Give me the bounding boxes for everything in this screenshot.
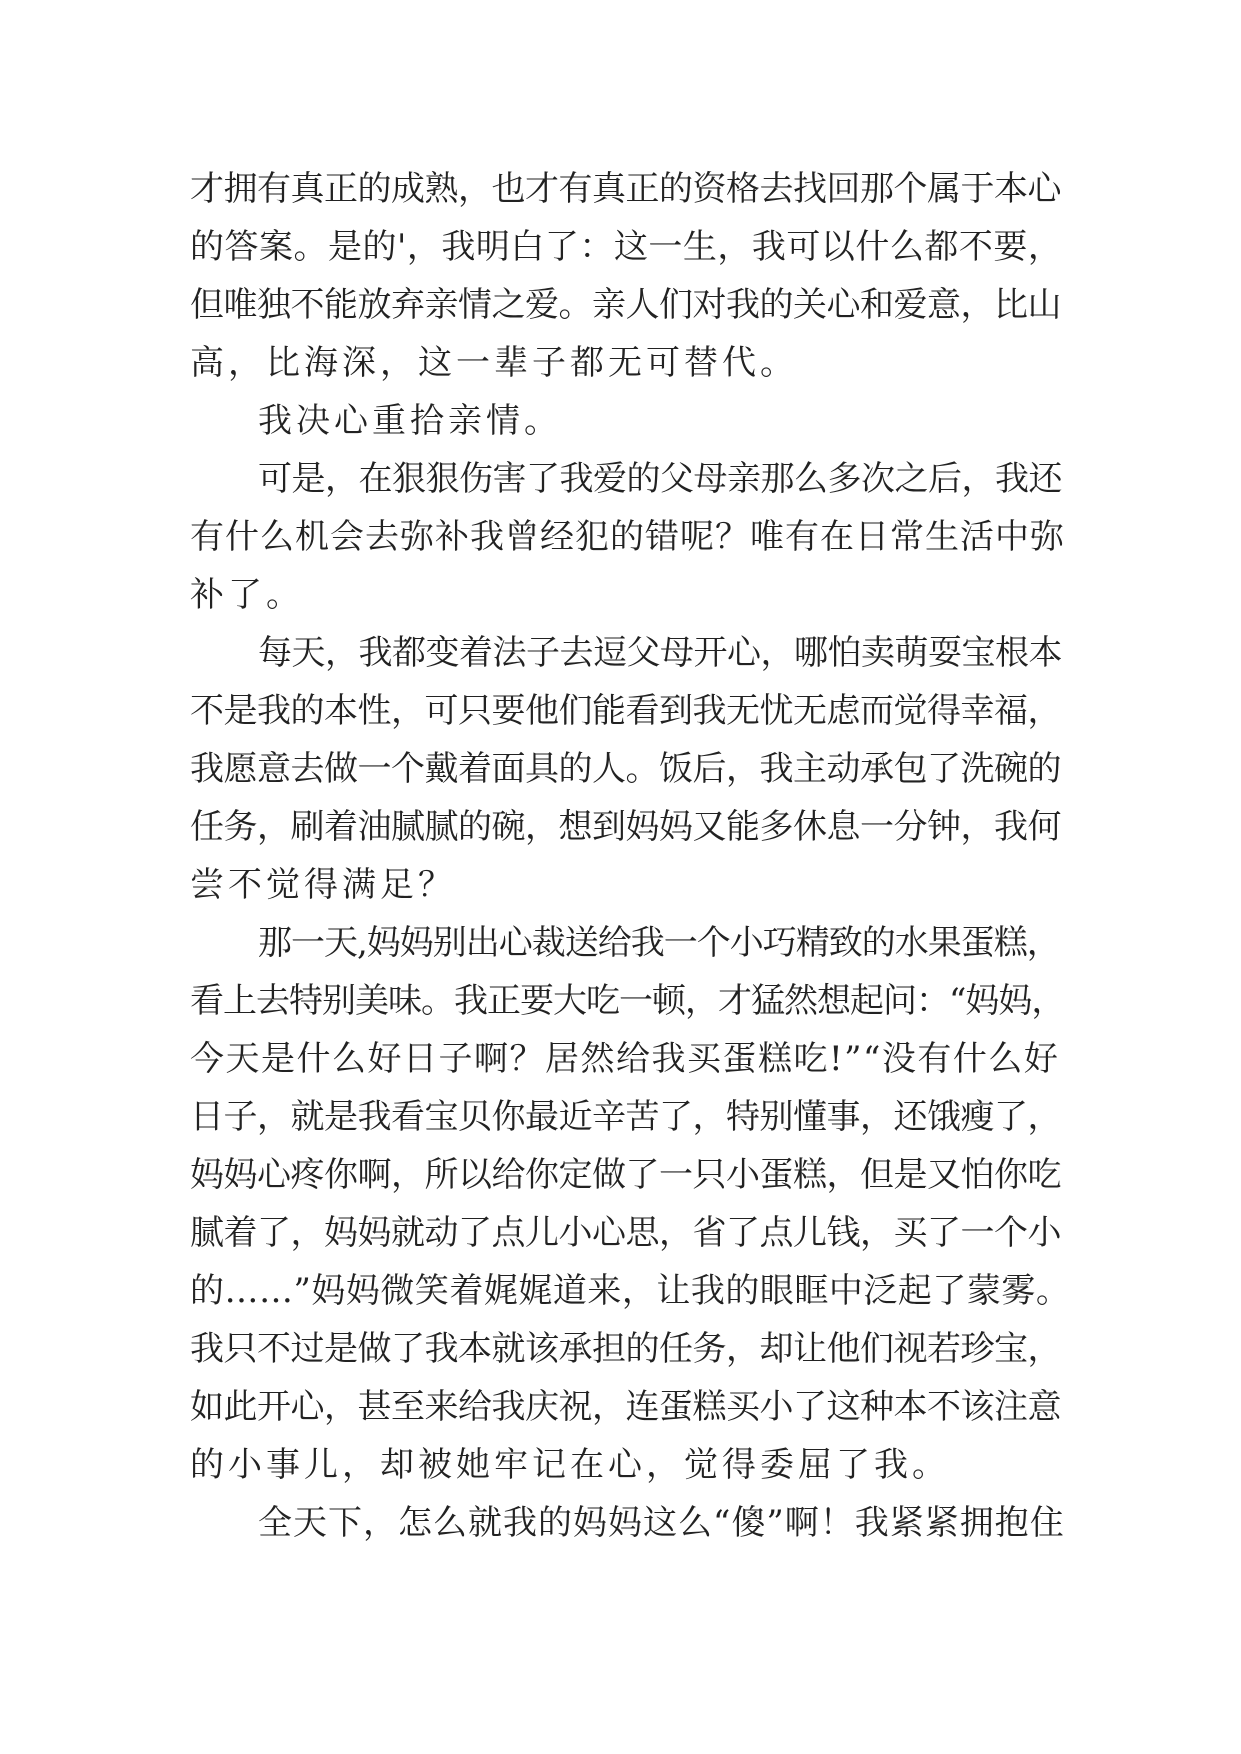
text-line: 任务，刷着油腻腻的碗，想到妈妈又能多休息一分钟，我何 <box>190 807 1061 847</box>
text-line: 有什么机会去弥补我曾经犯的错呢？唯有在日常生活中弥 <box>190 517 1065 557</box>
body-text <box>190 160 1070 1552</box>
text-line: 的答案。是的'，我明白了：这一生，我可以什么都不要， <box>190 227 1063 267</box>
text-line: 如此开心，甚至来给我庆祝，连蛋糕买小了这种本不该注意 <box>190 1387 1061 1427</box>
text-line: 的小事儿，却被她牢记在心，觉得委屈了我。 <box>190 1445 950 1485</box>
text-line: 才拥有真正的成熟，也才有真正的资格去找回那个属于本心 <box>190 169 1061 209</box>
text-line: 的……”妈妈微笑着娓娓道来，让我的眼眶中泛起了蒙雾。 <box>190 1271 1071 1311</box>
text-line: 妈妈心疼你啊，所以给你定做了一只小蛋糕，但是又怕你吃 <box>190 1155 1061 1195</box>
text-line: 但唯独不能放弃亲情之爱。亲人们对我的关心和爱意，比山 <box>190 285 1061 325</box>
text-line: 每天，我都变着法子去逗父母开心，哪怕卖萌耍宝根本 <box>258 633 1062 673</box>
text-line: 日子，就是我看宝贝你最近辛苦了，特别懂事，还饿瘦了， <box>190 1097 1061 1137</box>
text-line: 我愿意去做一个戴着面具的人。饭后，我主动承包了洗碗的 <box>190 749 1061 789</box>
text-line: 可是，在狠狠伤害了我爱的父母亲那么多次之后，我还 <box>258 459 1062 499</box>
text-line: 我只不过是做了我本就该承担的任务，却让他们视若珍宝， <box>190 1329 1061 1369</box>
text-line: 腻着了，妈妈就动了点儿小心思，省了点儿钱，买了一个小 <box>190 1213 1061 1253</box>
text-line: 看上去特别美味。我正要大吃一顿，才猛然想起问：“妈妈， <box>190 981 1065 1021</box>
text-line: 今天是什么好日子啊？居然给我买蛋糕吃!”“没有什么好 <box>190 1039 1060 1079</box>
text-line: 高，比海深，这一辈子都无可替代。 <box>190 343 798 383</box>
text-line: 尝不觉得满足？ <box>190 865 456 905</box>
text-line: 那一天,妈妈别出心裁送给我一个小巧精致的水果蛋糕， <box>258 923 1060 963</box>
text-line: 我决心重拾亲情。 <box>258 401 562 441</box>
text-line: 补了。 <box>190 575 304 615</box>
text-line: 不是我的本性，可只要他们能看到我无忧无虑而觉得幸福， <box>190 691 1061 731</box>
text-line: 全天下，怎么就我的妈妈这么“傻”啊！我紧紧拥抱住 <box>258 1503 1065 1543</box>
